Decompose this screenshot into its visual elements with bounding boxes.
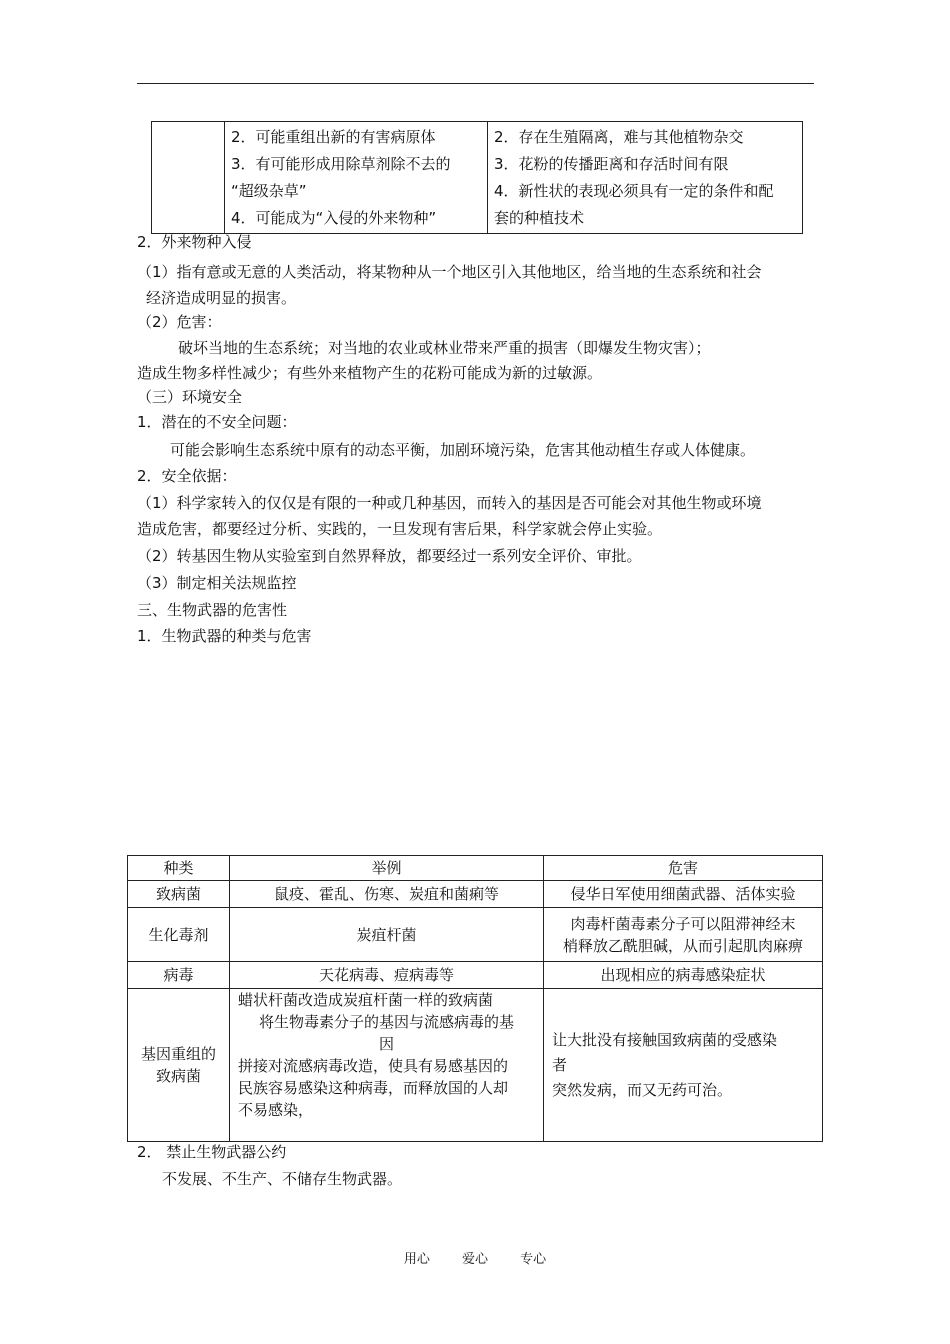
table-cell: 致病菌 — [128, 881, 230, 908]
table-cell: 病毒 — [128, 962, 230, 989]
header-rule — [137, 83, 814, 84]
bioweapon-table — [127, 855, 823, 1142]
table-cell: 基因重组的 致病菌 — [128, 989, 230, 1142]
paragraph: 造成生物多样性减少；有些外来植物产生的花粉可能成为新的过敏源。 — [137, 364, 603, 382]
table-cell: 蜡状杆菌改造成炭疽杆菌一样的致病菌 将生物毒素分子的基因与流感病毒的基 因 拼接对流感病毒改造，使具有易感基因的 民族容易感染这种病毒，而释放国的人却 不易感染， — [230, 989, 544, 1142]
column-header: 举例 — [230, 856, 544, 881]
paragraph: （1）科学家转入的仅仅是有限的一种或几种基因，而转入的基因是否可能会对其他生物或环境 — [137, 494, 762, 512]
section-heading: 1．生物武器的种类与危害 — [137, 627, 312, 645]
paragraph: （3）制定相关法规监控 — [137, 574, 297, 592]
paragraph: （2）危害： — [137, 313, 222, 331]
paragraph: （1）指有意或无意的人类活动，将某物种从一个地区引入其他地区，给当地的生态系统和社会 — [137, 263, 762, 281]
footer-text: 用心 — [403, 1252, 430, 1267]
table-cell-empty — [152, 122, 225, 234]
table-cell: 肉毒杆菌毒素分子可以阻滞神经末 梢释放乙酰胆碱，从而引起肌肉麻痹 — [544, 908, 823, 962]
table-cell: 侵华日军使用细菌武器、活体实验 — [544, 881, 823, 908]
section-heading: 2． 禁止生物武器公约 — [137, 1143, 287, 1161]
section-heading: 2．安全依据： — [137, 467, 237, 485]
footer-text: 专心 — [520, 1252, 547, 1267]
gm-safety-table — [151, 121, 803, 234]
paragraph: （2）转基因生物从实验室到自然界释放，都要经过一系列安全评价、审批。 — [137, 547, 642, 565]
table-row — [128, 908, 823, 962]
section-heading: 1．潜在的不安全问题： — [137, 413, 297, 431]
column-header: 危害 — [544, 856, 823, 881]
table-cell-risks: 2．可能重组出新的有害病原体 3．有可能形成用除草剂除不去的 “超级杂草” 4．可能成为“入侵的外来物种” — [225, 122, 488, 234]
table-cell-counterpoints: 2．存在生殖隔离，难与其他植物杂交 3．花粉的传播距离和存活时间有限 4．新性状的表现必须具有一定的条件和配 套的种植技术 — [488, 122, 803, 234]
paragraph: 不发展、不生产、不储存生物武器。 — [162, 1170, 403, 1188]
table-row — [128, 962, 823, 989]
table-header-row — [128, 856, 823, 881]
paragraph: 造成危害，都要经过分析、实践的，一旦发现有害后果，科学家就会停止实验。 — [137, 520, 663, 538]
table-row — [128, 989, 823, 1142]
table-cell: 让大批没有接触国致病菌的受感染 者 突然发病，而又无药可治。 — [544, 989, 823, 1142]
paragraph: 破坏当地的生态系统；对当地的农业或林业带来严重的损害（即爆发生物灾害）； — [178, 339, 711, 357]
page-footer — [0, 1248, 950, 1267]
footer-text: 爱心 — [461, 1252, 488, 1267]
section-heading: 三、生物武器的危害性 — [137, 601, 288, 619]
section-heading: 2．外来物种入侵 — [137, 233, 252, 251]
table-row — [128, 881, 823, 908]
paragraph: 可能会影响生态系统中原有的动态平衡，加剧环境污染，危害其他动植生存或人体健康。 — [170, 441, 756, 459]
table-cell: 天花病毒、痘病毒等 — [230, 962, 544, 989]
column-header: 种类 — [128, 856, 230, 881]
paragraph: 经济造成明显的损害。 — [146, 289, 297, 307]
table-cell: 生化毒剂 — [128, 908, 230, 962]
section-heading: （三）环境安全 — [137, 388, 243, 406]
table-cell: 鼠疫、霍乱、伤寒、炭疽和菌痢等 — [230, 881, 544, 908]
table-cell: 炭疽杆菌 — [230, 908, 544, 962]
table-cell: 出现相应的病毒感染症状 — [544, 962, 823, 989]
